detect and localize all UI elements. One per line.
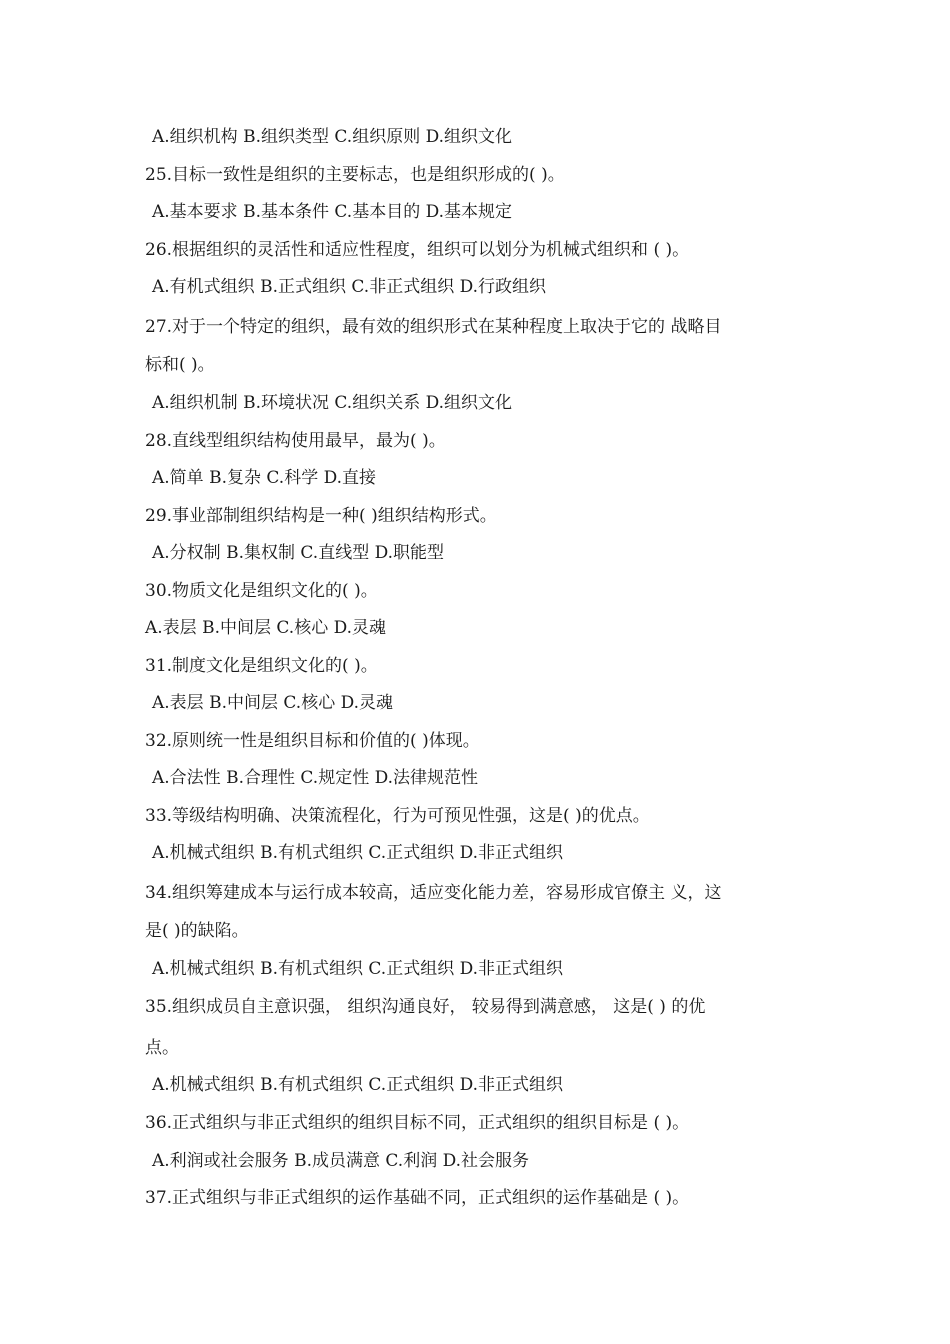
option-line: A.机械式组织 B.有机式组织 C.正式组织 D.非正式组织 [152,959,564,979]
question-line: 27.对于一个特定的组织，最有效的组织形式在某种程度上取决于它的 战略目 [145,317,722,337]
question-line: 33.等级结构明确、决策流程化，行为可预见性强，这是( )的优点。 [145,806,650,826]
question-line: 标和( )。 [145,355,215,375]
option-line: A.组织机构 B.组织类型 C.组织原则 D.组织文化 [152,127,513,147]
question-line: 31.制度文化是组织文化的( )。 [145,656,378,676]
option-line: A.有机式组织 B.正式组织 C.非正式组织 D.行政组织 [152,277,547,297]
question-line: 32.原则统一性是组织目标和价值的( )体现。 [145,731,480,751]
option-line: A.简单 B.复杂 C.科学 D.直接 [152,468,377,488]
question-line: 34.组织筹建成本与运行成本较高，适应变化能力差，容易形成官僚主 义，这 [145,883,722,903]
question-line: 26.根据组织的灵活性和适应性程度，组织可以划分为机械式组织和 ( )。 [145,240,690,260]
question-line: 35.组织成员自主意识强， 组织沟通良好， 较易得到满意感， 这是( ) 的优 [145,997,706,1017]
option-line: A.基本要求 B.基本条件 C.基本目的 D.基本规定 [152,202,513,222]
option-line: A.表层 B.中间层 C.核心 D.灵魂 [152,693,394,713]
question-line: 点。 [145,1038,179,1058]
question-line: 29.事业部制组织结构是一种( )组织结构形式。 [145,506,497,526]
question-line: 25.目标一致性是组织的主要标志，也是组织形成的( )。 [145,165,565,185]
question-line: 36.正式组织与非正式组织的组织目标不同，正式组织的组织目标是 ( )。 [145,1113,690,1133]
option-line: A.合法性 B.合理性 C.规定性 D.法律规范性 [152,768,479,788]
option-line: A.机械式组织 B.有机式组织 C.正式组织 D.非正式组织 [152,843,564,863]
option-line: A.利润或社会服务 B.成员满意 C.利润 D.社会服务 [152,1151,530,1171]
question-line: 37.正式组织与非正式组织的运作基础不同，正式组织的运作基础是 ( )。 [145,1188,690,1208]
question-line: 30.物质文化是组织文化的( )。 [145,581,378,601]
option-line: A.表层 B.中间层 C.核心 D.灵魂 [145,618,387,638]
question-line: 28.直线型组织结构使用最早，最为( )。 [145,431,446,451]
option-line: A.机械式组织 B.有机式组织 C.正式组织 D.非正式组织 [152,1075,564,1095]
question-line: 是( )的缺陷。 [145,921,249,941]
option-line: A.组织机制 B.环境状况 C.组织关系 D.组织文化 [152,393,513,413]
option-line: A.分权制 B.集权制 C.直线型 D.职能型 [152,543,445,563]
